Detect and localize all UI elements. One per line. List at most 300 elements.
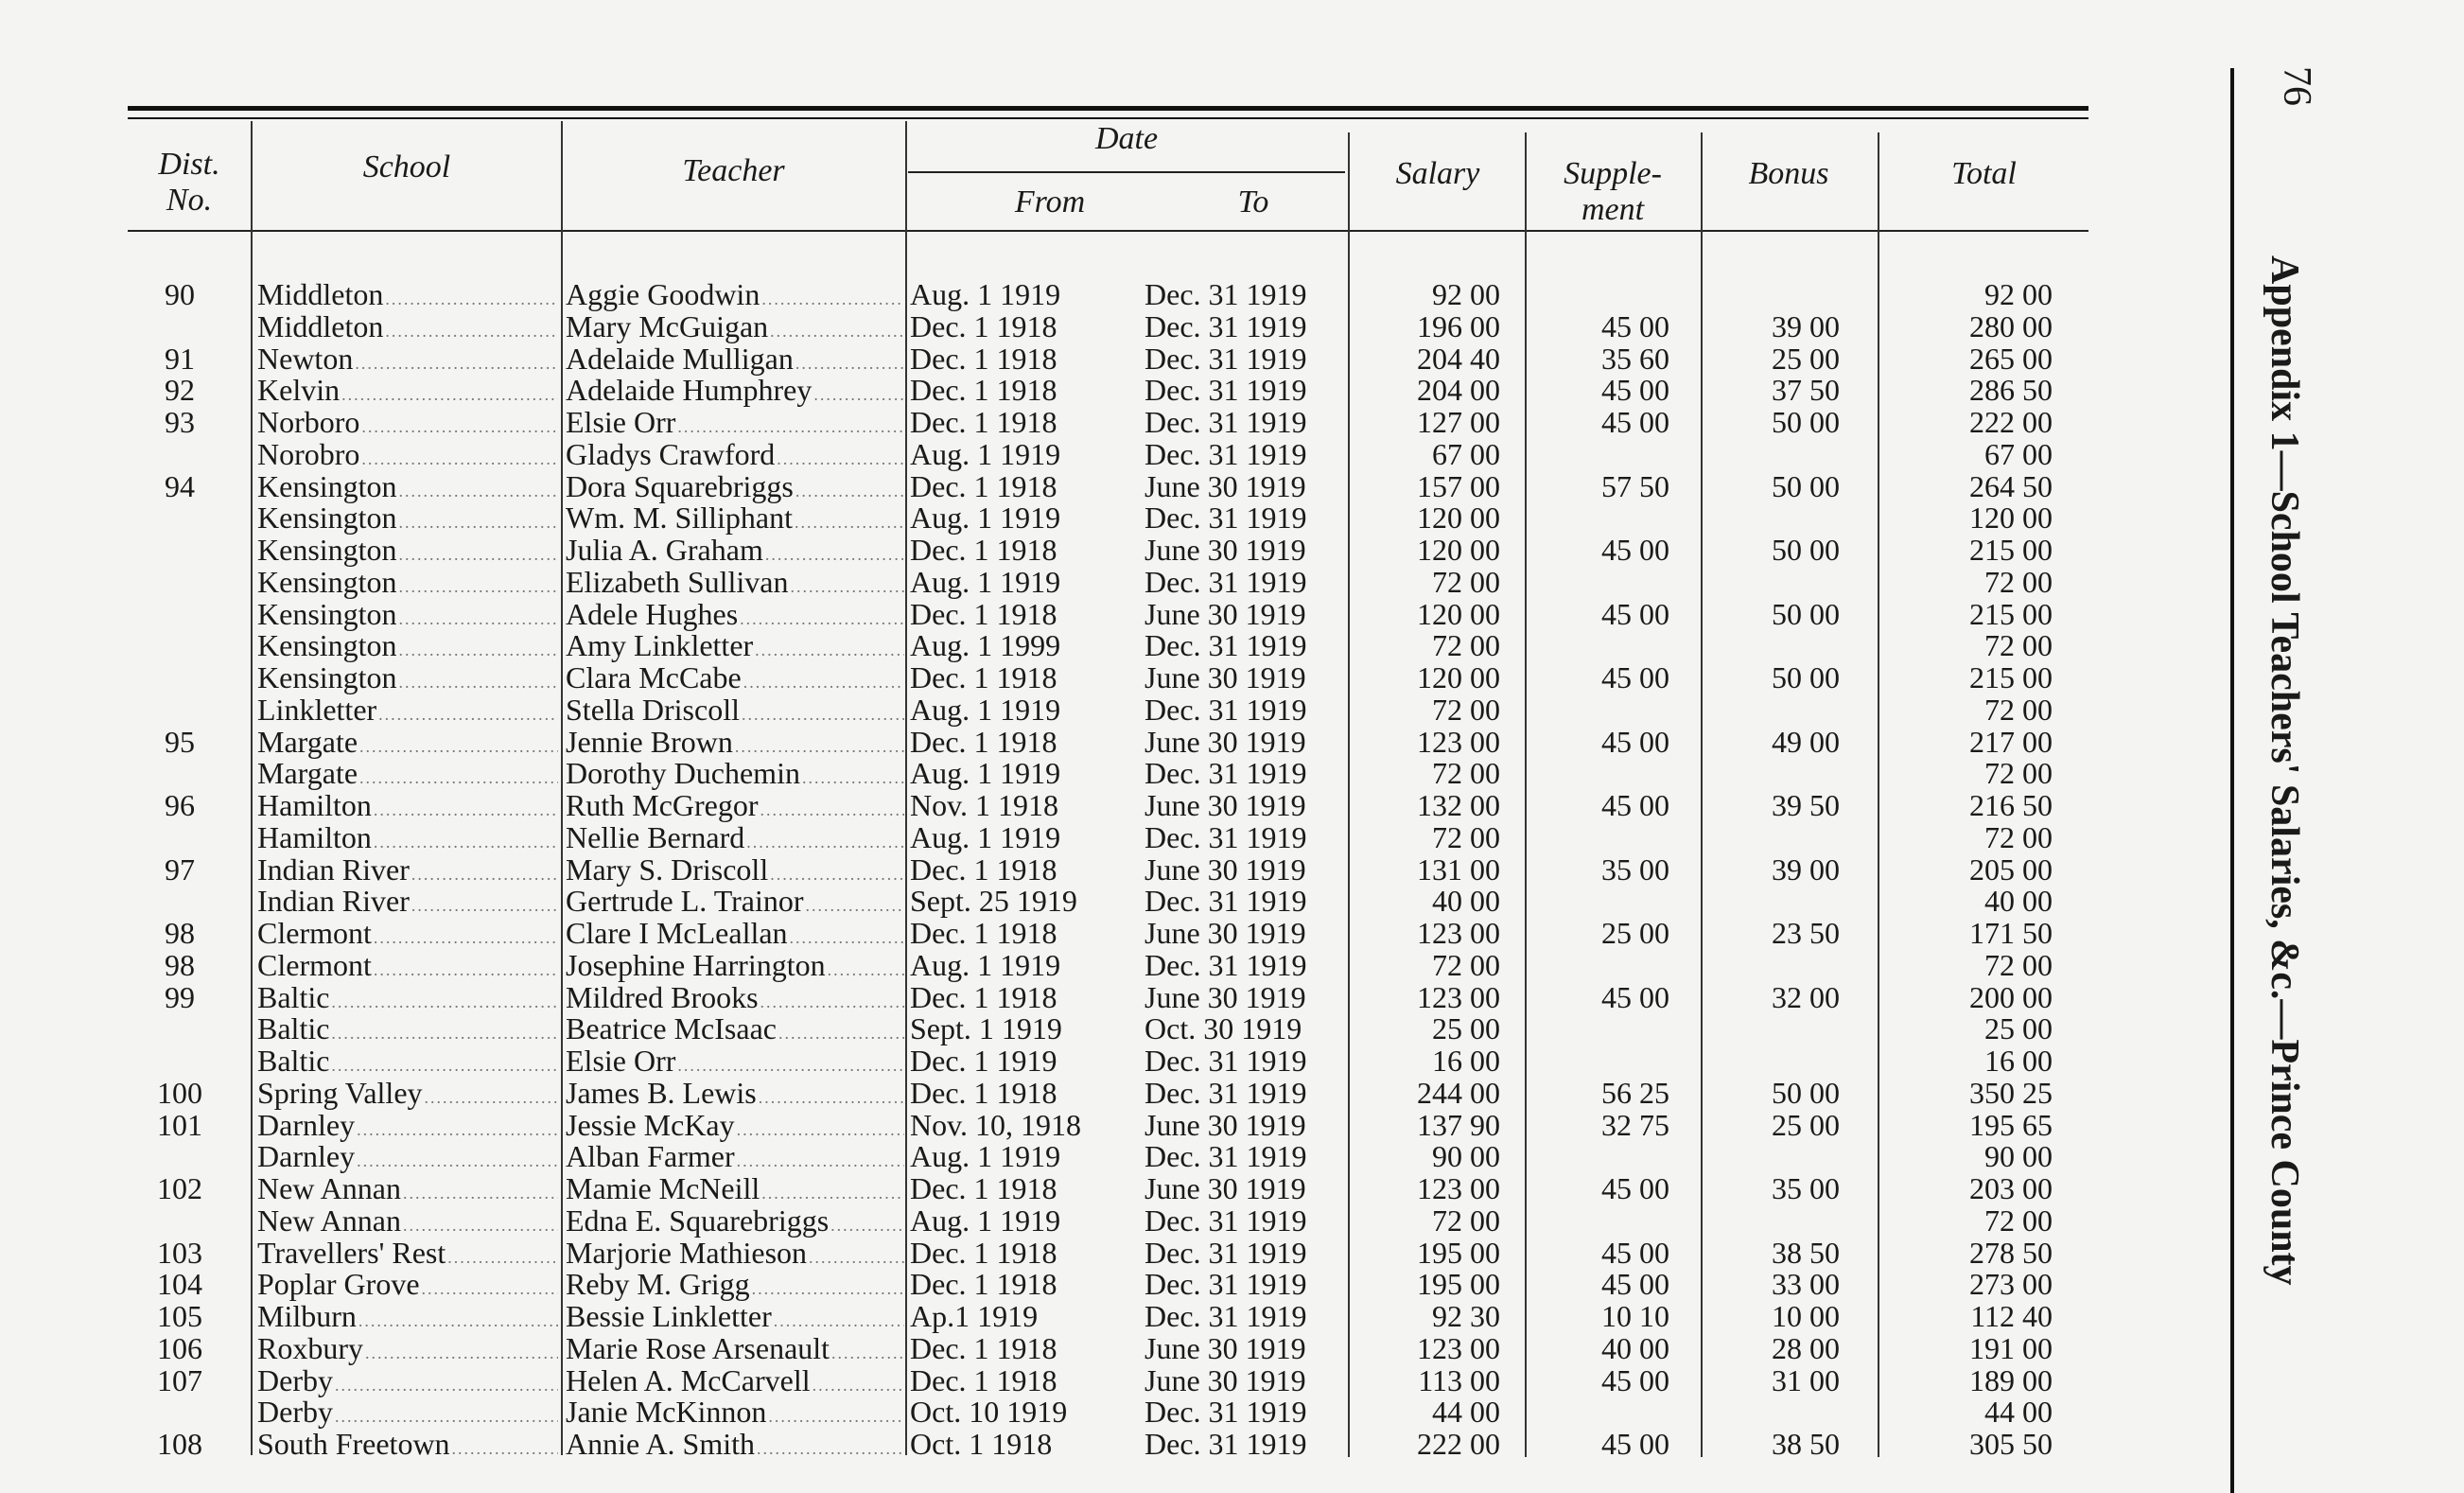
date-to-cell: Dec. 31 1919 <box>1145 756 1307 791</box>
dist-no-cell: 93 <box>165 405 195 439</box>
teacher-cell: Elizabeth Sullivan ..... <box>566 567 904 603</box>
date-to-cell: Dec. 31 1919 <box>1145 819 1307 854</box>
dist-no-cell: 98 <box>165 916 195 950</box>
teacher-cell: Adele Hughes ..... <box>566 599 904 635</box>
supplement-cell: 35 00 <box>1601 852 1669 887</box>
dist-no-cell: 98 <box>165 947 195 982</box>
table-row <box>0 375 2081 406</box>
salary-cell: 132 00 <box>1417 788 1500 822</box>
date-to-cell: Oct. 30 1919 <box>1145 1011 1302 1046</box>
header-date: Date <box>1094 121 1159 156</box>
table-row <box>0 564 2081 599</box>
total-cell: 195 65 <box>1969 1107 2053 1142</box>
total-cell: 264 50 <box>1969 468 2053 503</box>
teacher-cell: Mamie McNeill ..... <box>566 1173 904 1209</box>
dist-no-cell: 108 <box>157 1427 202 1461</box>
table-row <box>0 1330 2081 1365</box>
dist-no-cell: 91 <box>165 341 195 376</box>
header-school: School <box>362 149 451 184</box>
school-cell: Clermont ..... <box>257 950 558 986</box>
date-to-cell: Dec. 31 1919 <box>1145 947 1307 982</box>
teacher-cell: Elsie Orr ..... <box>566 407 904 443</box>
total-cell: 120 00 <box>1969 501 2053 536</box>
supplement-cell: 45 00 <box>1601 979 1669 1014</box>
date-from-cell: Aug. 1 1919 <box>910 564 1061 599</box>
table-row <box>0 1269 2081 1300</box>
salary-cell: 157 00 <box>1417 468 1500 503</box>
salary-cell: 196 00 <box>1417 308 1500 343</box>
teacher-cell: Ruth McGregor ..... <box>566 790 904 826</box>
school-cell: Indian River ..... <box>257 854 558 890</box>
dist-no-cell: 99 <box>165 979 195 1014</box>
date-to-cell: Dec. 31 1919 <box>1145 341 1307 376</box>
dist-no-cell: 95 <box>165 724 195 759</box>
table-row <box>0 1045 2081 1077</box>
date-to-cell: June 30 1919 <box>1145 916 1306 950</box>
table-row <box>0 947 2081 982</box>
table-row <box>0 502 2081 534</box>
date-to-cell: Dec. 31 1919 <box>1145 1299 1307 1333</box>
dist-no-cell: 104 <box>157 1267 202 1302</box>
total-cell: 72 00 <box>1984 819 2053 854</box>
dist-no-cell: 102 <box>157 1171 202 1205</box>
supplement-cell: 56 25 <box>1601 1075 1669 1110</box>
date-from-cell: Dec. 1 1918 <box>910 1362 1057 1397</box>
salary-cell: 123 00 <box>1417 1171 1500 1205</box>
salary-cell: 92 00 <box>1432 277 1500 311</box>
table-row <box>0 1075 2081 1110</box>
teacher-cell: Marie Rose Arsenault ..... <box>566 1333 904 1369</box>
date-from-cell: Aug. 1 1999 <box>910 628 1061 663</box>
total-cell: 72 00 <box>1984 628 2053 663</box>
date-from-cell: Dec. 1 1918 <box>910 341 1057 376</box>
school-cell: Derby ..... <box>257 1396 558 1432</box>
teacher-cell: Nellie Bernard ..... <box>566 822 904 858</box>
bonus-cell: 10 00 <box>1772 1299 1840 1333</box>
salary-cell: 120 00 <box>1417 596 1500 631</box>
total-cell: 286 50 <box>1969 373 2053 408</box>
total-cell: 44 00 <box>1984 1395 2053 1430</box>
total-cell: 72 00 <box>1984 1203 2053 1238</box>
table-row <box>0 819 2081 854</box>
bonus-cell: 50 00 <box>1772 533 1840 567</box>
table-row <box>0 535 2081 566</box>
school-cell: Middleton ..... <box>257 279 558 315</box>
table-row <box>0 630 2081 661</box>
table-row <box>0 279 2081 310</box>
salary-cell: 16 00 <box>1432 1044 1500 1078</box>
bonus-cell: 50 00 <box>1772 468 1840 503</box>
bonus-cell: 38 50 <box>1772 1235 1840 1270</box>
dist-no-cell: 105 <box>157 1299 202 1333</box>
dist-no-cell: 103 <box>157 1235 202 1270</box>
teacher-cell: Jennie Brown ..... <box>566 727 904 763</box>
date-from-cell: Dec. 1 1918 <box>910 1171 1057 1205</box>
date-header-rule <box>908 171 1345 173</box>
supplement-cell: 32 75 <box>1601 1107 1669 1142</box>
date-to-cell: Dec. 31 1919 <box>1145 373 1307 408</box>
school-cell: Roxbury ..... <box>257 1333 558 1369</box>
date-to-cell: Dec. 31 1919 <box>1145 436 1307 471</box>
bonus-cell: 50 00 <box>1772 660 1840 694</box>
dist-no-cell: 101 <box>157 1107 202 1142</box>
date-from-cell: Dec. 1 1918 <box>910 979 1057 1014</box>
total-cell: 265 00 <box>1969 341 2053 376</box>
date-from-cell: Aug. 1 1919 <box>910 1139 1061 1174</box>
dist-no-cell: 97 <box>165 852 195 887</box>
table-row <box>0 308 2081 343</box>
salary-cell: 244 00 <box>1417 1075 1500 1110</box>
date-to-cell: Dec. 31 1919 <box>1145 1075 1307 1110</box>
school-cell: Kensington ..... <box>257 535 558 571</box>
table-row <box>0 1173 2081 1204</box>
date-to-cell: June 30 1919 <box>1145 852 1306 887</box>
teacher-cell: Edna E. Squarebriggs ..... <box>566 1205 904 1241</box>
table-row <box>0 886 2081 917</box>
date-to-cell: Dec. 31 1919 <box>1145 277 1307 311</box>
total-cell: 350 25 <box>1969 1075 2053 1110</box>
date-to-cell: Dec. 31 1919 <box>1145 1235 1307 1270</box>
dist-no-cell: 92 <box>165 373 195 408</box>
salary-cell: 72 00 <box>1432 564 1500 599</box>
date-from-cell: Aug. 1 1919 <box>910 277 1061 311</box>
total-cell: 171 50 <box>1969 916 2053 950</box>
date-to-cell: Dec. 31 1919 <box>1145 1267 1307 1302</box>
date-from-cell: Oct. 10 1919 <box>910 1395 1068 1430</box>
date-to-cell: June 30 1919 <box>1145 468 1306 503</box>
school-cell: Kensington ..... <box>257 630 558 666</box>
salary-cell: 120 00 <box>1417 533 1500 567</box>
school-cell: Kensington ..... <box>257 662 558 698</box>
date-to-cell: June 30 1919 <box>1145 596 1306 631</box>
bonus-cell: 50 00 <box>1772 1075 1840 1110</box>
school-cell: Spring Valley ..... <box>257 1078 558 1114</box>
teacher-cell: Clara McCabe ..... <box>566 662 904 698</box>
total-cell: 215 00 <box>1969 596 2053 631</box>
supplement-cell: 45 00 <box>1601 1171 1669 1205</box>
salary-cell: 44 00 <box>1432 1395 1500 1430</box>
salary-cell: 72 00 <box>1432 692 1500 727</box>
school-cell: Milburn ..... <box>257 1301 558 1337</box>
salary-cell: 222 00 <box>1417 1427 1500 1461</box>
date-from-cell: Aug. 1 1919 <box>910 436 1061 471</box>
table-row <box>0 1013 2081 1045</box>
header-bonus: Bonus <box>1748 156 1829 191</box>
bonus-cell: 32 00 <box>1772 979 1840 1014</box>
table-row <box>0 854 2081 886</box>
table-row <box>0 724 2081 759</box>
date-to-cell: Dec. 31 1919 <box>1145 1203 1307 1238</box>
teacher-cell: Gladys Crawford ..... <box>566 439 904 475</box>
table-row <box>0 1205 2081 1237</box>
total-cell: 16 00 <box>1984 1044 2053 1078</box>
school-cell: Clermont ..... <box>257 918 558 954</box>
table-row <box>0 1301 2081 1332</box>
table-row <box>0 468 2081 503</box>
header-from: From <box>1014 184 1086 220</box>
teacher-cell: Bessie Linkletter ..... <box>566 1301 904 1337</box>
bonus-cell: 25 00 <box>1772 1107 1840 1142</box>
school-cell: Kensington ..... <box>257 599 558 635</box>
total-cell: 189 00 <box>1969 1362 2053 1397</box>
dist-no-cell: 107 <box>157 1362 202 1397</box>
dist-no-cell: 94 <box>165 468 195 503</box>
date-to-cell: June 30 1919 <box>1145 979 1306 1014</box>
table-row <box>0 1362 2081 1397</box>
table-row <box>0 918 2081 949</box>
supplement-cell: 45 00 <box>1601 1267 1669 1302</box>
table-row <box>0 790 2081 821</box>
date-from-cell: Dec. 1 1919 <box>910 1044 1057 1078</box>
table-row <box>0 596 2081 631</box>
bonus-cell: 50 00 <box>1772 596 1840 631</box>
salary-cell: 90 00 <box>1432 1139 1500 1174</box>
date-from-cell: Dec. 1 1918 <box>910 852 1057 887</box>
total-cell: 191 00 <box>1969 1330 2053 1365</box>
date-from-cell: Sept. 1 1919 <box>910 1011 1062 1046</box>
teacher-cell: Mary McGuigan ..... <box>566 311 904 347</box>
teacher-cell: Helen A. McCarvell ..... <box>566 1365 904 1401</box>
header-salary: Salary <box>1395 156 1480 191</box>
supplement-cell: 45 00 <box>1601 1427 1669 1461</box>
school-cell: Hamilton ..... <box>257 790 558 826</box>
salary-cell: 195 00 <box>1417 1267 1500 1302</box>
running-title: Appendix 1—School Teachers' Salaries, &c.—Prince County <box>2263 255 2306 1286</box>
teacher-cell: Marjorie Mathieson ..... <box>566 1238 904 1273</box>
date-from-cell: Aug. 1 1919 <box>910 756 1061 791</box>
bonus-cell: 39 00 <box>1772 852 1840 887</box>
total-cell: 205 00 <box>1969 852 2053 887</box>
date-from-cell: Dec. 1 1918 <box>910 1235 1057 1270</box>
school-cell: Baltic ..... <box>257 1045 558 1081</box>
total-cell: 67 00 <box>1984 436 2053 471</box>
supplement-cell: 10 10 <box>1601 1299 1669 1333</box>
salary-cell: 204 00 <box>1417 373 1500 408</box>
total-cell: 92 00 <box>1984 277 2053 311</box>
total-cell: 215 00 <box>1969 660 2053 694</box>
date-from-cell: Nov. 10, 1918 <box>910 1107 1082 1142</box>
supplement-cell: 45 00 <box>1601 1362 1669 1397</box>
date-from-cell: Dec. 1 1918 <box>910 596 1057 631</box>
total-cell: 203 00 <box>1969 1171 2053 1205</box>
date-to-cell: June 30 1919 <box>1145 1362 1306 1397</box>
teacher-cell: Adelaide Humphrey ..... <box>566 375 904 411</box>
date-to-cell: Dec. 31 1919 <box>1145 405 1307 439</box>
school-cell: Travellers' Rest ..... <box>257 1238 558 1273</box>
total-cell: 278 50 <box>1969 1235 2053 1270</box>
date-from-cell: Aug. 1 1919 <box>910 819 1061 854</box>
teacher-cell: Aggie Goodwin ..... <box>566 279 904 315</box>
bonus-cell: 39 00 <box>1772 308 1840 343</box>
dist-no-cell: 90 <box>165 277 195 311</box>
teacher-cell: Clare I McLeallan ..... <box>566 918 904 954</box>
table-row <box>0 662 2081 694</box>
page-number: 76 <box>2275 66 2318 106</box>
salary-cell: 204 40 <box>1417 341 1500 376</box>
teacher-cell: Beatrice McIsaac ..... <box>566 1013 904 1049</box>
teacher-cell: Dora Squarebriggs ..... <box>566 471 904 507</box>
salary-cell: 120 00 <box>1417 501 1500 536</box>
school-cell: Norobro ..... <box>257 439 558 475</box>
header-to: To <box>1237 184 1269 220</box>
header-teacher: Teacher <box>682 153 785 188</box>
table-row <box>0 1107 2081 1142</box>
bonus-cell: 50 00 <box>1772 405 1840 439</box>
salary-cell: 131 00 <box>1417 852 1500 887</box>
supplement-cell: 45 00 <box>1601 373 1669 408</box>
salary-cell: 67 00 <box>1432 436 1500 471</box>
dist-no-cell: 100 <box>157 1075 202 1110</box>
date-to-cell: June 30 1919 <box>1145 533 1306 567</box>
school-cell: Darnley ..... <box>257 1110 558 1146</box>
date-to-cell: June 30 1919 <box>1145 724 1306 759</box>
salary-cell: 72 00 <box>1432 1203 1500 1238</box>
teacher-cell: Jessie McKay ..... <box>566 1110 904 1146</box>
bonus-cell: 31 00 <box>1772 1362 1840 1397</box>
table-row <box>0 343 2081 375</box>
school-cell: Kensington ..... <box>257 502 558 538</box>
date-to-cell: Dec. 31 1919 <box>1145 628 1307 663</box>
date-to-cell: Dec. 31 1919 <box>1145 692 1307 727</box>
table-row <box>0 1396 2081 1428</box>
date-from-cell: Aug. 1 1919 <box>910 1203 1061 1238</box>
supplement-cell: 45 00 <box>1601 788 1669 822</box>
school-cell: Derby ..... <box>257 1365 558 1401</box>
total-cell: 217 00 <box>1969 724 2053 759</box>
teacher-cell: Janie McKinnon ..... <box>566 1396 904 1432</box>
date-from-cell: Dec. 1 1918 <box>910 724 1057 759</box>
supplement-cell: 45 00 <box>1601 660 1669 694</box>
top-rule-thin <box>128 117 2088 119</box>
date-from-cell: Aug. 1 1919 <box>910 692 1061 727</box>
supplement-cell: 45 00 <box>1601 1235 1669 1270</box>
date-to-cell: June 30 1919 <box>1145 1107 1306 1142</box>
salary-cell: 113 00 <box>1418 1362 1500 1397</box>
school-cell: Margate ..... <box>257 727 558 763</box>
date-to-cell: Dec. 31 1919 <box>1145 1044 1307 1078</box>
total-cell: 222 00 <box>1969 405 2053 439</box>
total-cell: 273 00 <box>1969 1267 2053 1302</box>
date-from-cell: Oct. 1 1918 <box>910 1427 1053 1461</box>
school-cell: Norboro ..... <box>257 407 558 443</box>
total-cell: 90 00 <box>1984 1139 2053 1174</box>
date-from-cell: Aug. 1 1919 <box>910 501 1061 536</box>
bonus-cell: 25 00 <box>1772 341 1840 376</box>
table-row <box>0 979 2081 1014</box>
date-to-cell: Dec. 31 1919 <box>1145 501 1307 536</box>
teacher-cell: Elsie Orr ..... <box>566 1045 904 1081</box>
salary-cell: 123 00 <box>1417 724 1500 759</box>
teacher-cell: Annie A. Smith ..... <box>566 1429 904 1465</box>
total-cell: 72 00 <box>1984 756 2053 791</box>
school-cell: Hamilton ..... <box>257 822 558 858</box>
total-cell: 280 00 <box>1969 308 2053 343</box>
salary-cell: 127 00 <box>1417 405 1500 439</box>
dist-no-cell: 96 <box>165 788 195 822</box>
salary-cell: 123 00 <box>1417 979 1500 1014</box>
salary-cell: 72 00 <box>1432 819 1500 854</box>
school-cell: Linkletter ..... <box>257 694 558 730</box>
date-to-cell: June 30 1919 <box>1145 1171 1306 1205</box>
date-from-cell: Sept. 25 1919 <box>910 884 1077 919</box>
teacher-cell: Gertrude L. Trainor ..... <box>566 886 904 922</box>
date-from-cell: Dec. 1 1918 <box>910 373 1057 408</box>
school-cell: South Freetown ..... <box>257 1429 558 1465</box>
salary-cell: 92 30 <box>1432 1299 1500 1333</box>
total-cell: 216 50 <box>1969 788 2053 822</box>
table-row <box>0 407 2081 438</box>
teacher-cell: Amy Linkletter ..... <box>566 630 904 666</box>
header-dist-no: Dist. No. <box>158 147 220 218</box>
bonus-cell: 33 00 <box>1772 1267 1840 1302</box>
teacher-cell: Alban Farmer ..... <box>566 1141 904 1177</box>
table-row <box>0 1429 2081 1460</box>
supplement-cell: 57 50 <box>1601 468 1669 503</box>
teacher-cell: Wm. M. Silliphant ..... <box>566 502 904 538</box>
total-cell: 72 00 <box>1984 564 2053 599</box>
school-cell: Kelvin ..... <box>257 375 558 411</box>
date-from-cell: Dec. 1 1918 <box>910 916 1057 950</box>
date-from-cell: Nov. 1 1918 <box>910 788 1059 822</box>
salary-cell: 120 00 <box>1417 660 1500 694</box>
total-cell: 200 00 <box>1969 979 2053 1014</box>
bonus-cell: 28 00 <box>1772 1330 1840 1365</box>
bonus-cell: 49 00 <box>1772 724 1840 759</box>
date-to-cell: June 30 1919 <box>1145 788 1306 822</box>
school-cell: Kensington ..... <box>257 471 558 507</box>
bonus-cell: 38 50 <box>1772 1427 1840 1461</box>
date-to-cell: Dec. 31 1919 <box>1145 884 1307 919</box>
salary-cell: 123 00 <box>1417 1330 1500 1365</box>
date-to-cell: June 30 1919 <box>1145 1330 1306 1365</box>
date-to-cell: Dec. 31 1919 <box>1145 1395 1307 1430</box>
school-cell: Indian River ..... <box>257 886 558 922</box>
supplement-cell: 45 00 <box>1601 308 1669 343</box>
salary-cell: 25 00 <box>1432 1011 1500 1046</box>
salary-cell: 72 00 <box>1432 628 1500 663</box>
header-bottom-rule <box>128 230 2088 232</box>
teacher-cell: Josephine Harrington ..... <box>566 950 904 986</box>
salary-cell: 72 00 <box>1432 947 1500 982</box>
table-row <box>0 694 2081 726</box>
school-cell: Middleton ..... <box>257 311 558 347</box>
date-to-cell: Dec. 31 1919 <box>1145 308 1307 343</box>
total-cell: 40 00 <box>1984 884 2053 919</box>
total-cell: 305 50 <box>1969 1427 2053 1461</box>
bonus-cell: 35 00 <box>1772 1171 1840 1205</box>
side-rule <box>2230 68 2234 1493</box>
total-cell: 72 00 <box>1984 947 2053 982</box>
date-from-cell: Dec. 1 1918 <box>910 308 1057 343</box>
teacher-cell: James B. Lewis ..... <box>566 1078 904 1114</box>
school-cell: Kensington ..... <box>257 567 558 603</box>
date-to-cell: Dec. 31 1919 <box>1145 1427 1307 1461</box>
teacher-cell: Dorothy Duchemin ..... <box>566 758 904 794</box>
total-cell: 25 00 <box>1984 1011 2053 1046</box>
date-from-cell: Dec. 1 1918 <box>910 1330 1057 1365</box>
school-cell: Darnley ..... <box>257 1141 558 1177</box>
school-cell: Margate ..... <box>257 758 558 794</box>
total-cell: 72 00 <box>1984 692 2053 727</box>
date-from-cell: Aug. 1 1919 <box>910 947 1061 982</box>
table-row <box>0 436 2081 471</box>
salary-cell: 72 00 <box>1432 756 1500 791</box>
school-cell: Newton ..... <box>257 343 558 379</box>
top-rule-thick <box>128 106 2088 111</box>
date-from-cell: Ap.1 1919 <box>910 1299 1039 1333</box>
dist-no-cell: 106 <box>157 1330 202 1365</box>
total-cell: 112 40 <box>1970 1299 2053 1333</box>
